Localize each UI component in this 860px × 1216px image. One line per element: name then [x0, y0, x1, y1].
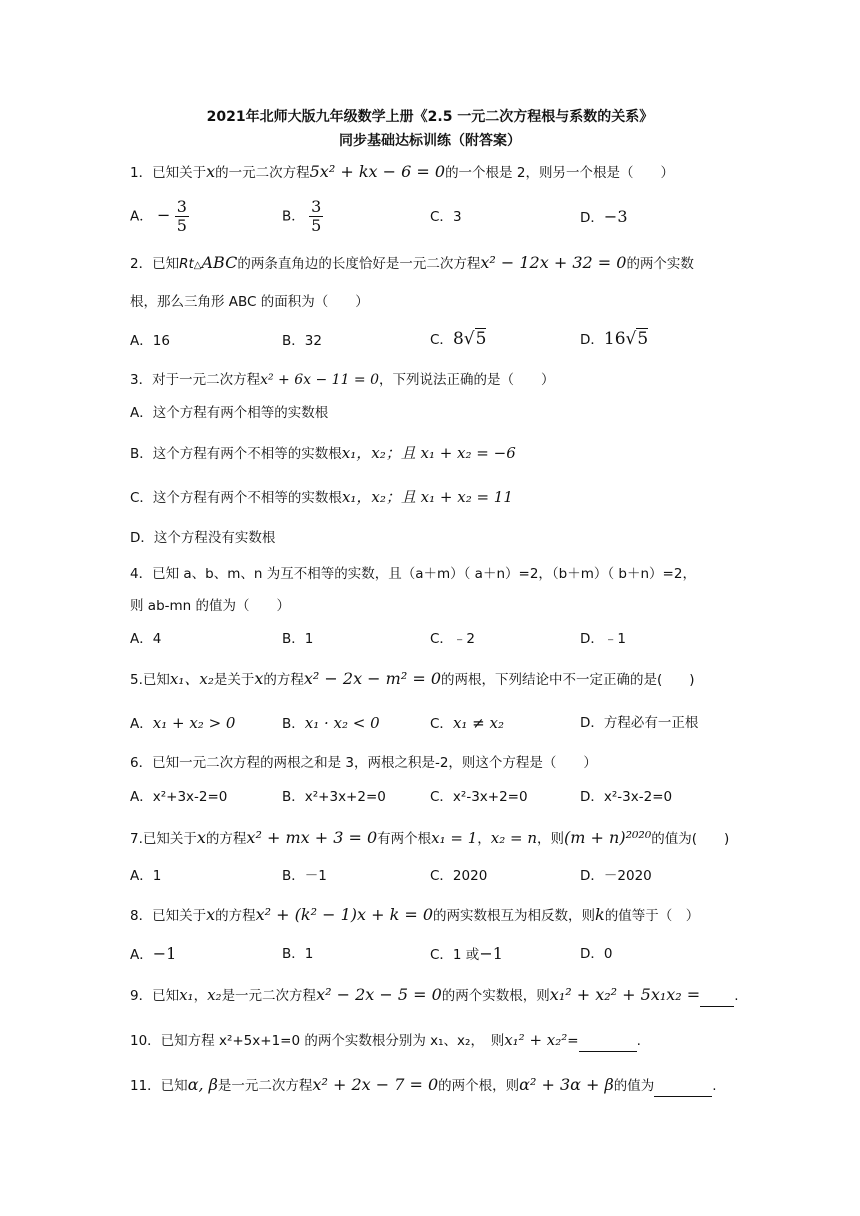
q11-text-pre: 11．已知	[130, 1078, 188, 1094]
doc-title-line2: 同步基础达标训练（附答案）	[339, 133, 521, 149]
q3-option-d: D．这个方程没有实数根	[130, 530, 276, 546]
q6-option-b: B．x²+3x+2=0	[282, 789, 386, 805]
q1-b-denominator: 5	[311, 216, 322, 235]
q1-option-a	[130, 198, 189, 235]
q5-roots: x₁、x₂	[169, 670, 214, 688]
q1-b-label: B．	[282, 208, 305, 225]
q1-text-mid: 的一元二次方程	[215, 165, 310, 181]
q3-b-math: x₁，x₂；且 x₁ + x₂ = −6	[341, 444, 516, 462]
q9-text-pre: 9．已知	[130, 988, 180, 1004]
question-8	[130, 905, 699, 926]
q9-expression: x₁² + x₂² + 5x₁x₂ =	[549, 985, 701, 1004]
q2-equation: x² − 12x + 32 = 0	[480, 253, 627, 272]
q5-text-pre: 5.已知	[130, 672, 170, 688]
q8-option-c	[430, 944, 503, 965]
q3-text-pre: 3．对于一元二次方程	[130, 372, 261, 388]
q11-text-mid2: 的两个根，则	[438, 1078, 520, 1094]
q10-equals: =	[567, 1033, 579, 1049]
q4-option-b: B．1	[282, 631, 314, 647]
q3-option-b	[130, 443, 516, 464]
q1-a-denominator: 5	[176, 216, 187, 235]
q5-a-math: x₁ + x₂ > 0	[152, 714, 236, 732]
q1-a-numerator: 3	[176, 197, 187, 216]
question-2	[130, 253, 694, 276]
question-11	[130, 1075, 717, 1097]
q5-b-math: x₁ · x₂ < 0	[304, 714, 380, 732]
q3-option-a: A．这个方程有两个相等的实数根	[130, 405, 329, 421]
q2-rt: Rt	[179, 256, 194, 272]
question-3	[130, 370, 555, 390]
q1-d-label: D．	[580, 210, 604, 226]
q1-option-c	[430, 207, 462, 227]
question-10	[130, 1030, 641, 1052]
q1-c-value: 3	[452, 209, 462, 225]
q11-vars: α, β	[187, 1075, 218, 1094]
q4-option-c: C．﹣2	[430, 631, 476, 647]
q1-b-numerator: 3	[311, 197, 322, 216]
q1-d-value: −3	[603, 207, 628, 226]
q1-option-b	[282, 198, 323, 235]
q9-text-mid: 是一元二次方程	[221, 988, 317, 1004]
q1-var: x	[206, 162, 216, 181]
q10-answer-blank[interactable]	[579, 1031, 637, 1052]
q8-option-d: D．0	[580, 946, 613, 962]
q10-text-post: .	[636, 1033, 641, 1049]
q9-text-post: .	[734, 988, 739, 1004]
q7-root2: x₂ = n	[490, 829, 538, 847]
question-7: 7.已知关于x的方程x² + mx + 3 = 0有两个根x₁ = 1，x₂ = n，则(m + n)²⁰²⁰的值为( )	[130, 828, 730, 847]
q4-option-a: A．4	[130, 631, 162, 647]
q2-option-b	[282, 331, 322, 351]
q5-option-d: D．方程必有一正根	[580, 715, 699, 731]
q2-text-post: 的两个实数	[626, 256, 694, 272]
q8-var: x	[206, 905, 216, 924]
q5-option-b	[282, 713, 380, 734]
q1-a-sign: −	[157, 205, 171, 225]
q7-equation: x² + mx + 3 = 0	[246, 828, 378, 847]
q7-text-mid: 的方程	[205, 831, 247, 847]
question-4-line-1: 4．已知 a、b、m、n 为互不相等的实数，且（a＋m）（ a＋n）=2，（b＋m）（ b＋n）=2，	[130, 566, 696, 582]
q9-answer-blank[interactable]	[700, 986, 734, 1007]
q5-text-mid1: 是关于	[213, 672, 255, 688]
q7-option-c: C．2020	[430, 868, 488, 884]
q5-text-mid2: 的方程	[263, 672, 304, 688]
q2-c-label: C．	[430, 332, 453, 348]
question-5	[130, 669, 695, 690]
q7-option-d: D．－2020	[580, 868, 652, 884]
q8-equation: x² + (k² − 1)x + k = 0	[255, 905, 434, 924]
question-1	[130, 162, 674, 183]
q5-c-label: C．	[430, 716, 453, 732]
q7-text-pre: 7.已知关于	[130, 831, 197, 847]
q9-separator: ，	[193, 988, 208, 1004]
doc-title-line1: 2021年北师大版九年级数学上册《2.5 一元二次方程根与系数的关系》	[206, 109, 654, 125]
q8-c-text: C．1 或	[430, 947, 480, 963]
q5-c-math: x₁ ≠ x₂	[452, 714, 504, 732]
q2-a-label: A．	[130, 333, 153, 349]
q10-expression: x₁² + x₂²	[504, 1031, 568, 1049]
q2-c-coef: 8	[452, 329, 464, 349]
q2-line-2: 根，那么三角形 ABC 的面积为（ ）	[130, 294, 369, 310]
q9-text-mid2: 的两个实数根，则	[441, 988, 550, 1004]
q7-text-mid3: ，则	[537, 831, 565, 847]
q2-d-radicand: 5	[637, 329, 649, 349]
q9-root2: x₂	[207, 986, 222, 1004]
q3-equation: x² + 6x − 11 = 0	[260, 372, 380, 388]
q8-option-b: B．1	[282, 946, 314, 962]
q1-c-label: C．	[430, 209, 453, 225]
q8-option-a	[130, 944, 176, 965]
q7-text-mid2: 有两个根	[377, 831, 432, 847]
q2-d-label: D．	[580, 332, 604, 348]
q2-b-label: B．	[282, 333, 305, 349]
q5-text-post: 的两根，下列结论中不一定正确的是( )	[441, 672, 695, 688]
q6-option-d: D．x²-3x-2=0	[580, 789, 673, 805]
q11-text-mid: 是一元二次方程	[217, 1078, 313, 1094]
q2-c-radicand: 5	[475, 329, 487, 349]
q2-abc: ABC	[201, 253, 238, 272]
q7-option-b: B．－1	[282, 868, 327, 884]
q4-option-d: D．﹣1	[580, 631, 626, 647]
q2-d-coef: 16	[603, 329, 626, 349]
q5-a-label: A．	[130, 716, 153, 732]
q5-b-label: B．	[282, 716, 305, 732]
q5-equation: x² − 2x − m² = 0	[303, 669, 442, 688]
q5-option-a	[130, 713, 235, 734]
q8-text-mid2: 的两实数根互为相反数，则	[433, 908, 596, 924]
q5-var: x	[254, 669, 264, 688]
q1-option-d	[580, 207, 628, 228]
q2-c-sqrt: 8√5	[452, 329, 487, 349]
q1-a-label: A．	[130, 208, 153, 225]
q2-option-a	[130, 331, 170, 351]
q3-c-math: x₁，x₂；且 x₁ + x₂ = 11	[341, 488, 513, 506]
q2-text-mid: 的两条直角边的长度恰好是一元二次方程	[237, 256, 481, 272]
q8-text-post: 的值等于（ ）	[604, 908, 700, 924]
q7-root1: x₁ = 1	[431, 829, 478, 847]
q2-b-value: 32	[304, 333, 322, 349]
q8-k: k	[595, 905, 605, 924]
q5-option-c	[430, 713, 504, 734]
q11-answer-blank[interactable]	[654, 1076, 712, 1097]
q7-option-a: A．1	[130, 868, 162, 884]
question-9	[130, 985, 739, 1007]
q11-text-post: .	[712, 1078, 717, 1094]
q6-option-a: A．x²+3x-2=0	[130, 789, 228, 805]
q7-var: x	[196, 828, 206, 847]
q3-c-text: C．这个方程有两个不相等的实数根	[130, 490, 342, 506]
q1-text-post: 的一个根是 2，则另一个根是（ ）	[445, 165, 674, 181]
q8-text-mid: 的方程	[215, 908, 256, 924]
q11-text-post2: 的值为	[613, 1078, 655, 1094]
q11-expression: α² + 3α + β	[519, 1075, 614, 1094]
q3-b-text: B．这个方程有两个不相等的实数根	[130, 446, 342, 462]
q11-equation: x² + 2x − 7 = 0	[312, 1075, 439, 1094]
q2-text-pre: 2．已知	[130, 256, 180, 272]
q1-equation: 5x² + kx − 6 = 0	[309, 162, 446, 181]
q10-text-pre: 10．已知方程 x²+5x+1=0 的两个实数根分别为 x₁、x₂， 则	[130, 1033, 505, 1049]
q6-option-c: C．x²-3x+2=0	[430, 789, 528, 805]
q1-text-pre: 1．已知关于	[130, 165, 207, 181]
q1-b-fraction	[309, 198, 323, 235]
q3-text-post: ，下列说法正确的是（ ）	[379, 372, 555, 388]
q7-expression: (m + n)²⁰²⁰	[564, 828, 652, 847]
q9-root1: x₁	[179, 986, 194, 1004]
q9-equation: x² − 2x − 5 = 0	[316, 985, 442, 1004]
question-4-line-2: 则 ab-mn 的值为（ ）	[130, 598, 291, 614]
q7-text-post: 的值为( )	[651, 831, 730, 847]
q2-option-d	[580, 329, 648, 350]
q2-option-c	[430, 329, 486, 350]
q8-text-pre: 8．已知关于	[130, 908, 207, 924]
q2-a-value: 16	[152, 333, 170, 349]
q8-c-value: −1	[479, 944, 503, 963]
q2-d-sqrt: 16√5	[603, 329, 649, 349]
q1-a-fraction	[175, 198, 189, 235]
q2-triangle-symbol: △	[193, 260, 202, 271]
q8-a-value: −1	[152, 944, 177, 963]
q8-a-label: A．	[130, 947, 153, 963]
q3-option-c	[130, 487, 513, 508]
question-6: 6．已知一元二次方程的两根之和是 3，两根之积是-2，则这个方程是（ ）	[130, 755, 597, 771]
